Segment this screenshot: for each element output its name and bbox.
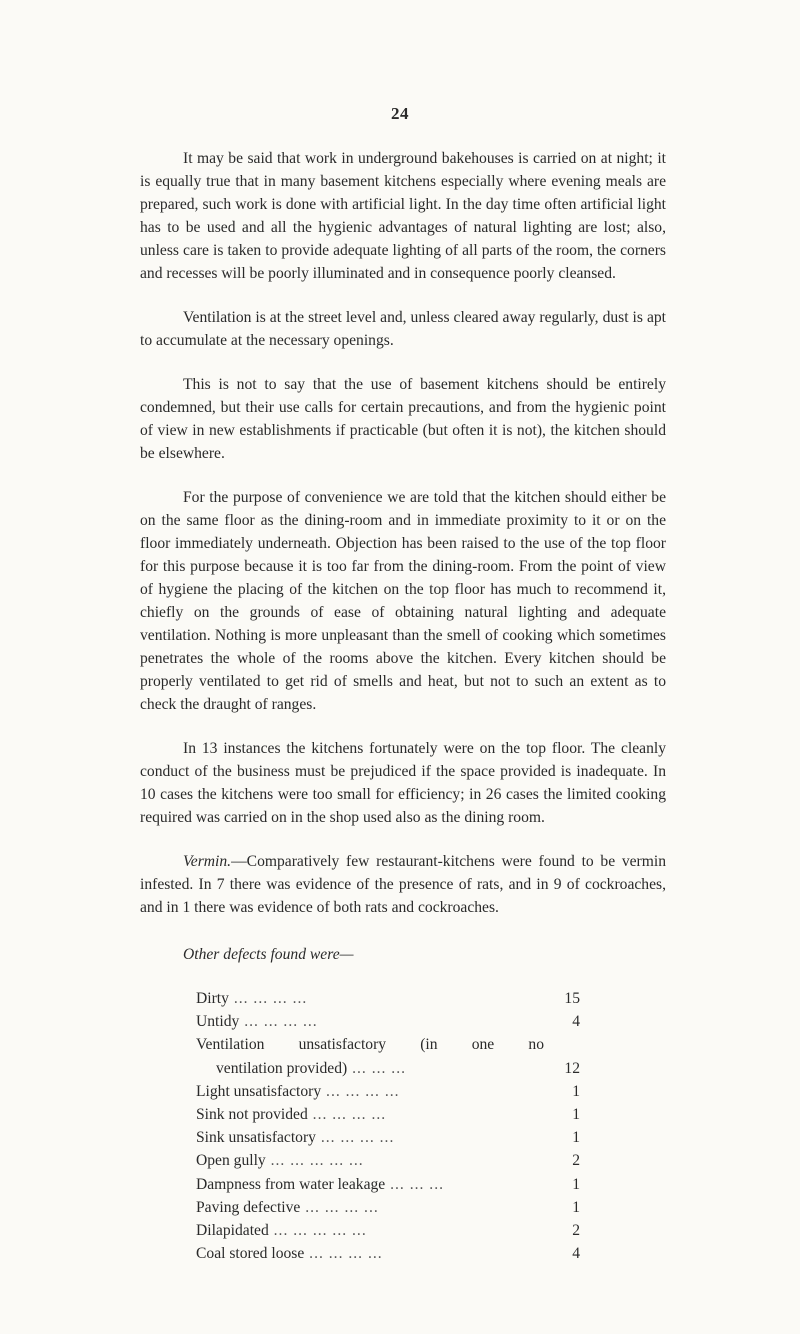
defect-label: Paving defective [196,1198,301,1216]
defect-label: Coal stored loose [196,1245,305,1263]
defect-row: Light unsatisfactory ... ... ... ... 1 [196,1080,580,1103]
defect-count: 15 [564,990,580,1007]
paragraph: In 13 instances the kitchens fortunately were on the top floor. The cleanly conduct of the business must be prejudiced if the space provided is inadequate. In 10 cases the kitchens were too small for efficiency; in 26 cases the limited cooking required was carried on in the shop used also as the dining room. [140,740,666,826]
defects-heading: Other defects found were— [183,946,354,963]
defect-row-continuation: ventilation provided) ... ... ... 12 [196,1057,580,1080]
paragraph: This is not to say that the use of basement kitchens should be entirely condemned, but their use calls for certain precautions, and from the hygienic point of view in new establishments if practicable (but often it is not), the kitchen should be elsewhere. [140,376,666,462]
defect-row: Sink unsatisfactory ... ... ... ... 1 [196,1126,580,1149]
defect-label: Sink unsatisfactory [196,1129,316,1147]
defect-label: Light unsatisfactory [196,1082,322,1100]
defect-row: Dilapidated ... ... ... ... ... 2 [196,1219,580,1242]
defect-label: Ventilation unsatisfactory (in one no [196,1036,544,1054]
defect-label: Untidy [196,1013,240,1031]
defect-row: Coal stored loose ... ... ... ... 4 [196,1242,580,1265]
defect-label: Dirty [196,990,229,1007]
defect-count: 1 [572,1106,580,1124]
defect-row: Sink not provided ... ... ... ... 1 [196,1103,580,1126]
defect-label: Open gully [196,1152,266,1170]
defect-row: Untidy ... ... ... ... 4 [196,1010,580,1033]
defect-row: Dirty ... ... ... ... 15 [196,987,580,1010]
vermin-paragraph [140,850,666,919]
defect-count: 2 [572,1152,580,1170]
paragraph: Ventilation is at the street level and, unless cleared away regularly, dust is apt to accumulate at the necessary openings. [140,309,666,349]
vermin-text: —Comparatively few restaurant-kitchens were found to be vermin infested. In 7 there was evidence of the presence of rats, and in 9 of cockroaches, and in 1 there was evidence of both rats and cockroaches. [140,853,666,916]
defect-count: 4 [572,1245,580,1263]
defect-row: Paving defective ... ... ... ... 1 [196,1196,580,1219]
defect-count: 1 [572,1129,580,1147]
defects-list [196,987,580,1265]
defect-count: 1 [572,1175,580,1193]
defect-count: 4 [572,1013,580,1031]
defect-row: Open gully ... ... ... ... ... 2 [196,1149,580,1172]
defect-label: Dampness from water leakage [196,1175,386,1193]
defect-count: 12 [564,1059,580,1077]
paragraph: It may be said that work in underground bakehouses is carried on at night; it is equally true that in many basement kitchens especially where evening meals are prepared, such work is done with artificial light. In the day time often artificial light has to be used and all the hygienic advantages of natural lighting are lost; also, unless care is taken to provide adequate lighting of all parts of the room, the corners and recesses will be poorly illuminated and in consequence poorly cleansed. [140,150,666,282]
paragraph: For the purpose of convenience we are told that the kitchen should either be on the same floor as the dining-room and in immediate proximity to it or on the floor immediately underneath. Objection has been raised to the use of the top floor for this purpose because it is too far from the dining-room. From the point of view of hygiene the placing of the kitchen on the top floor has much to recommend it, chiefly on the grounds of ease of obtaining natural lighting and adequate ventilation. Nothing is more unpleasant than the smell of cooking which sometimes penetrates the whole of the rooms above the kitchen. Every kitchen should be properly ventilated to get rid of smells and heat, but not to such an extent as to check the draught of ranges. [140,489,666,713]
defect-label: Dilapidated [196,1222,269,1240]
body-text [140,147,666,1265]
defect-label: Sink not provided [196,1106,308,1124]
defect-count: 2 [572,1222,580,1240]
defect-row: Dampness from water leakage ... ... ... 1 [196,1173,580,1196]
page-number: 24 [391,104,409,123]
defect-count: 1 [572,1082,580,1100]
defect-row [196,1033,580,1056]
vermin-heading: Vermin. [183,853,232,870]
defect-label-continuation: ventilation provided) [216,1059,348,1077]
defect-count: 1 [572,1198,580,1216]
